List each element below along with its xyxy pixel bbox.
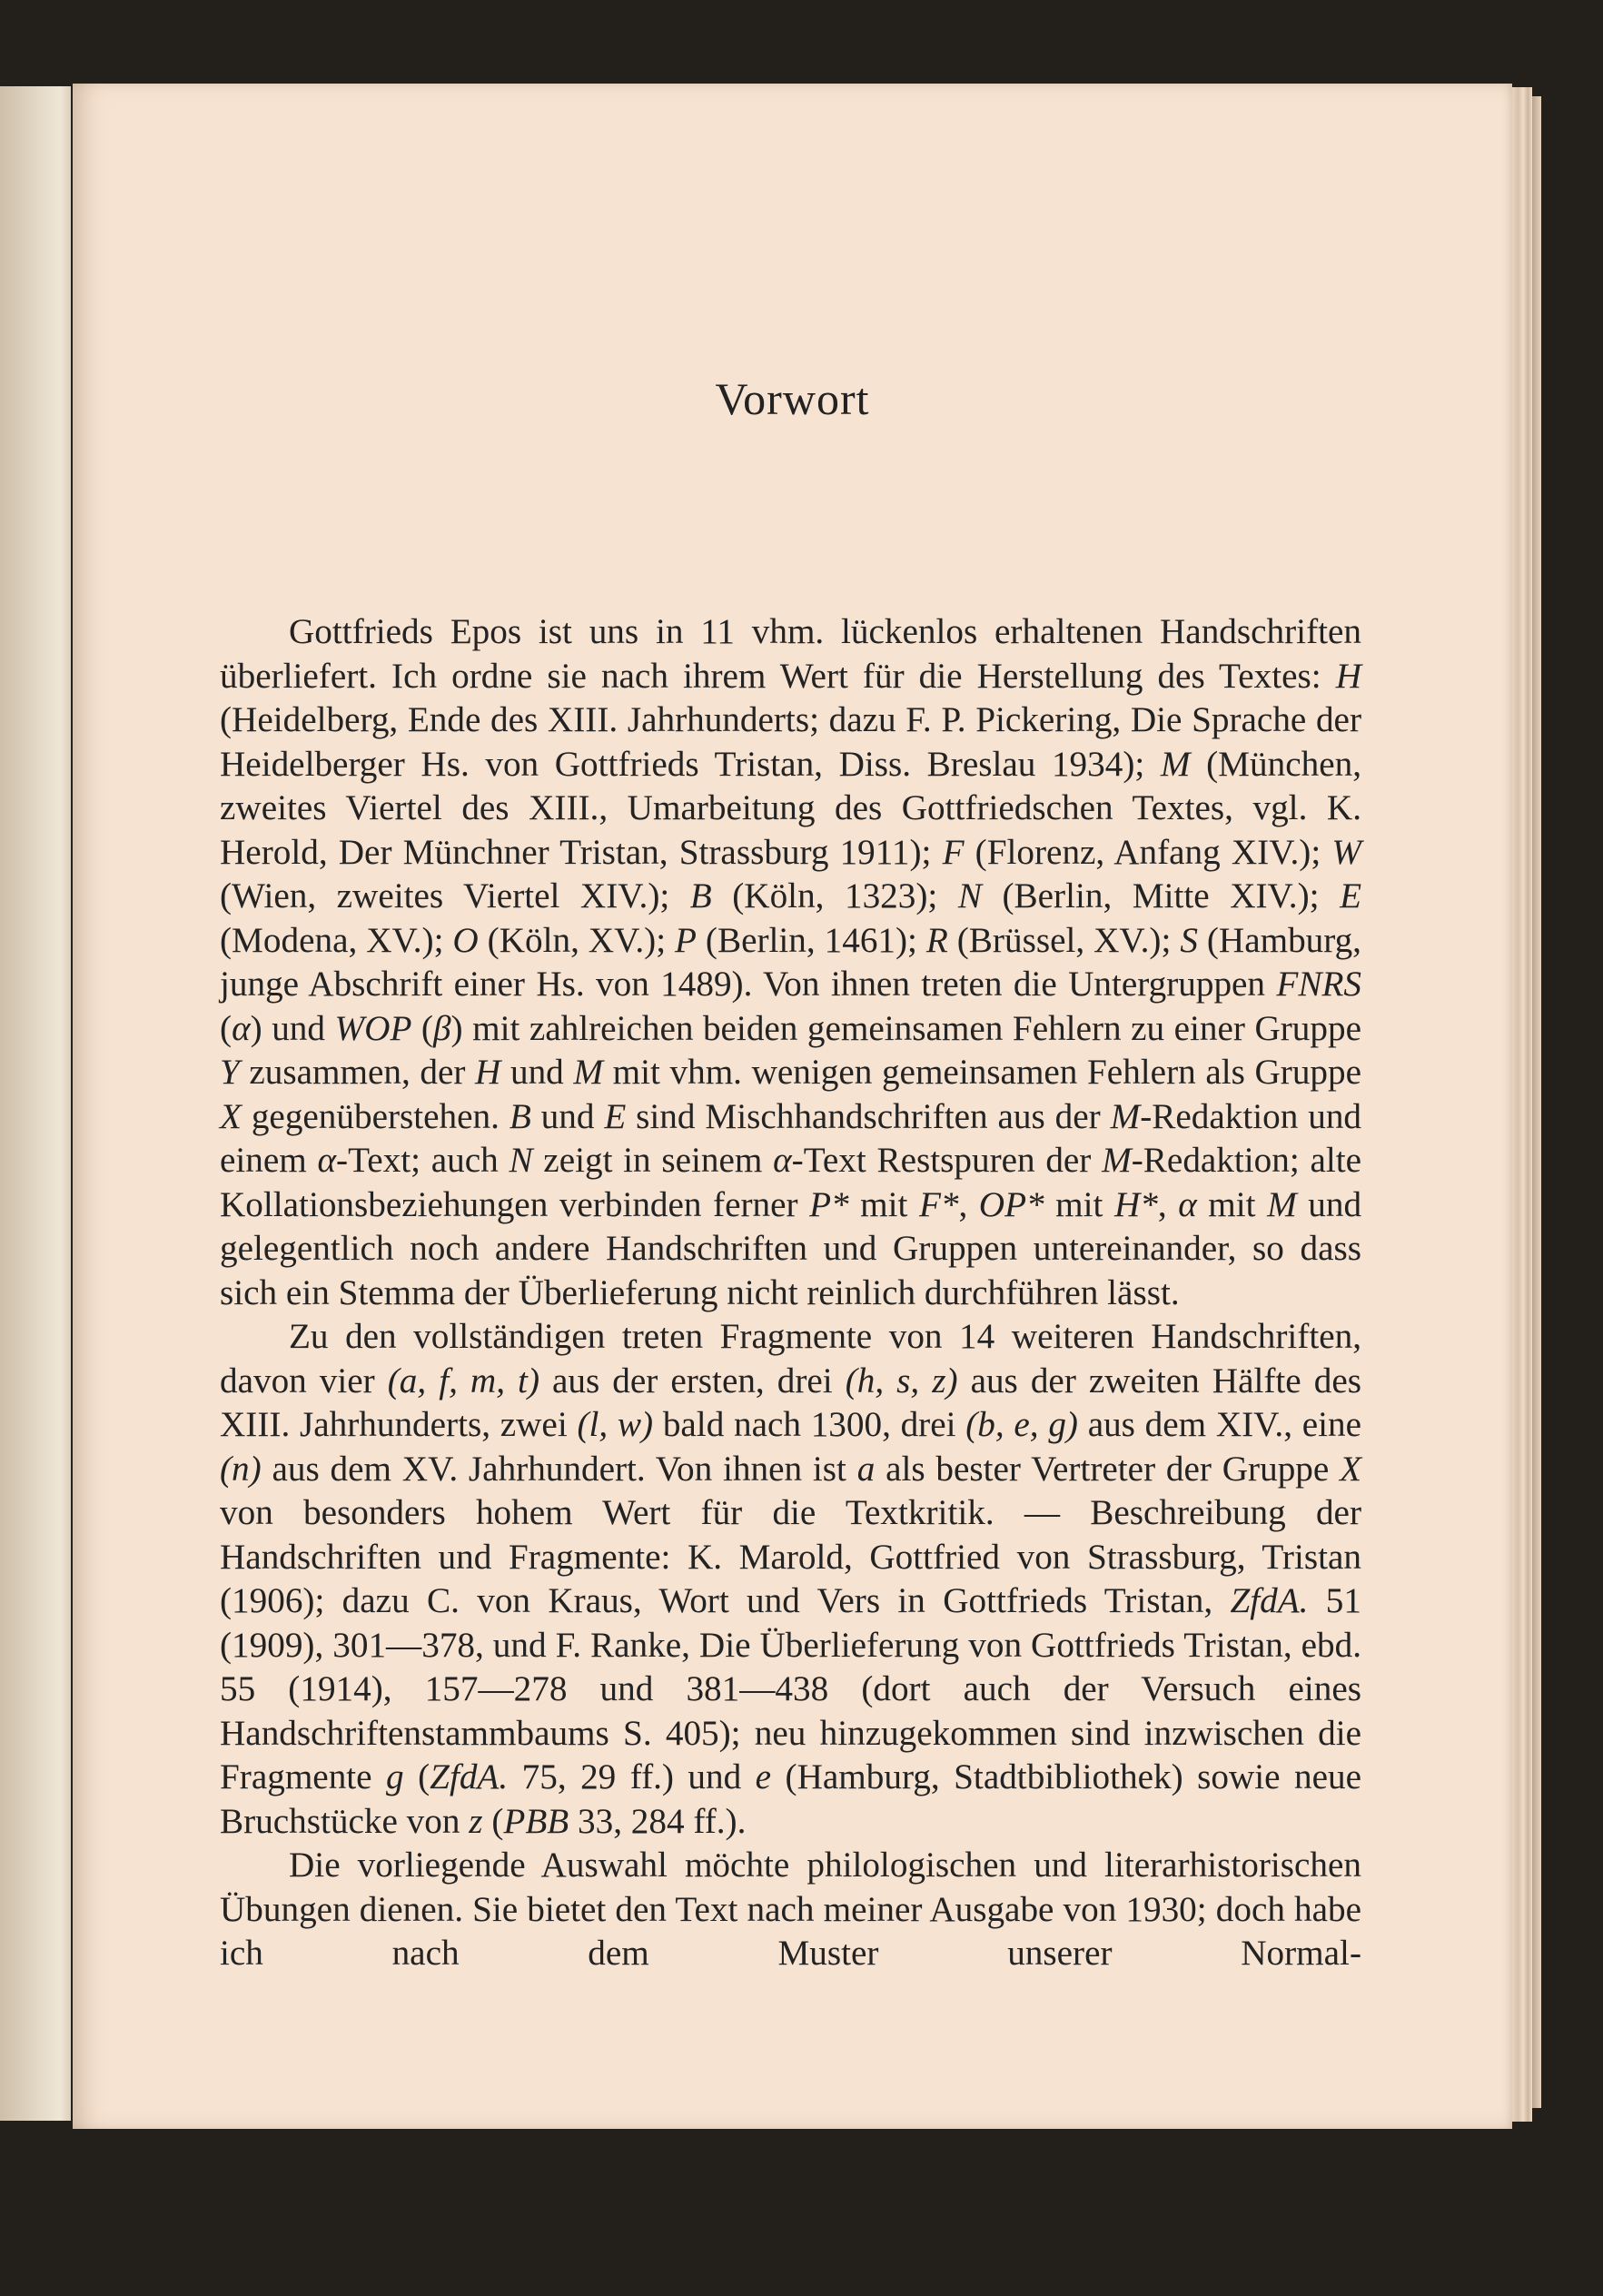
text-run: aus dem XV. Jahrhundert. Von ihnen ist <box>261 1449 857 1489</box>
paragraph-1 <box>220 610 1361 1315</box>
italic-run: P* <box>809 1184 849 1224</box>
italic-run: S <box>1180 920 1198 960</box>
text-run: und <box>530 1096 605 1136</box>
text-run: , <box>958 1184 979 1224</box>
italic-run: R <box>925 920 948 960</box>
italic-run: α <box>1178 1184 1197 1224</box>
text-run: (Hamburg, Stadtbibliothek) sowie neue Bruchstücke von <box>220 1757 1361 1841</box>
text-run: mit vhm. wenigen gemeinsamen Fehlern als Gruppe <box>603 1053 1361 1092</box>
text-run: Die vorliegende Auswahl möchte philologischen und literarhistorischen Übungen dienen. Sie bietet den Text nach meiner Ausgabe von 1930; doch habe ich nach dem Muster unserer Normal- <box>220 1846 1361 1973</box>
italic-run: FNRS <box>1276 965 1361 1004</box>
text-run: aus der ersten, drei <box>539 1361 846 1400</box>
text-run: Zu den vollständigen treten Fragmente von 14 weiteren Handschriften, davon vier <box>220 1317 1361 1400</box>
italic-run: P <box>675 920 697 960</box>
italic-run: (l, w) <box>577 1405 654 1444</box>
text-run: von besonders hohem Wert für die Textkritik. — Beschreibung der Handschriften und Fragmente: K. Marold, Gottfried von Strassburg, Tristan (1906); dazu C. von Kraus, Wort und Vers in Gottfrieds Tristan, <box>220 1493 1361 1620</box>
italic-run: z <box>469 1801 483 1841</box>
text-run: ( <box>482 1801 504 1841</box>
text-run: (Modena, XV.); <box>220 920 453 960</box>
italic-run: W <box>1331 832 1362 872</box>
italic-run: B <box>689 876 712 915</box>
text-run: (Köln, XV.); <box>478 920 676 960</box>
text-run: (Hamburg, junge Abschrift einer Hs. von 1489). Von ihnen treten die Untergruppen <box>220 920 1361 1004</box>
text-run: aus der zweiten Hälfte des XIII. Jahrhunderts, zwei <box>220 1361 1361 1444</box>
text-run: (Wien, zweites Viertel XIV.); <box>220 876 690 915</box>
page-title: Vorwort <box>715 373 870 424</box>
text-run: -Redaktion und einem <box>220 1096 1362 1180</box>
italic-run: a <box>856 1449 876 1489</box>
italic-run: B <box>509 1096 531 1136</box>
page-stack-edge <box>1512 87 1532 2122</box>
italic-run: M <box>573 1053 604 1092</box>
italic-run: (n) <box>220 1449 262 1489</box>
text-run: (Heidelberg, Ende des XIII. Jahrhunderts; dazu F. P. Pickering, Die Sprache der Heidelberger Hs. von Gottfrieds Tristan, Diss. Breslau 1934); <box>220 700 1361 784</box>
text-run: -Redaktion; alte Kollationsbeziehungen verbinden ferner <box>220 1141 1362 1224</box>
italic-run: PBB <box>503 1801 569 1841</box>
italic-run: (b, e, g) <box>965 1405 1078 1444</box>
italic-run: WOP <box>334 1008 412 1048</box>
italic-run: X <box>1340 1449 1361 1489</box>
italic-run: M <box>1267 1184 1297 1224</box>
italic-run: e <box>755 1757 772 1796</box>
text-run: sind Mischhandschriften aus der <box>626 1096 1111 1136</box>
italic-run: N <box>957 876 982 915</box>
text-run: (Florenz, Anfang XIV.); <box>964 832 1332 872</box>
text-run: zusammen, der <box>239 1053 476 1092</box>
italic-run: H* <box>1113 1184 1158 1224</box>
text-run: 75, 29 ff.) und <box>508 1757 756 1796</box>
italic-run: (a, f, m, t) <box>387 1361 539 1400</box>
text-run: (Köln, 1323); <box>711 876 958 915</box>
text-run: -Text Restspuren der <box>791 1141 1103 1180</box>
text-run: 51 (1909), 301—378, und F. Ranke, Die Überlieferung von Gottfrieds Tristan, ebd. 55 (1914), 157—278 und 381—438 (dort auch der Versuch eines Handschriftenstammbaums S. 405); neu hinzugekommen sind inzwischen die Fragmente <box>220 1581 1361 1796</box>
italic-run: α <box>773 1141 792 1180</box>
italic-run: Y <box>220 1053 240 1092</box>
text-run: ( <box>220 1008 233 1048</box>
text-run: und <box>500 1053 574 1092</box>
text-run: -Text; auch <box>336 1141 510 1180</box>
text-run: (München, zweites Viertel des XIII., Umarbeitung des Gottfriedschen Textes, vgl. K. Herold, Der Münchner Tristan, Strassburg 1911); <box>220 744 1361 872</box>
italic-run: ZfdA. <box>430 1757 509 1796</box>
text-run: (Berlin, 1461); <box>696 920 926 960</box>
text-run: Gottfrieds Epos ist uns in 11 vhm. lückenlos erhaltenen Handschriften überliefert. Ich ordne sie nach ihrem Wert für die Herstellung des Textes: <box>220 612 1361 696</box>
italic-run: F <box>942 832 965 872</box>
italic-run: g <box>386 1757 404 1796</box>
text-run: ( <box>403 1757 430 1796</box>
book-page <box>73 84 1512 2129</box>
text-run: aus dem XIV., eine <box>1077 1405 1362 1444</box>
italic-run: F* <box>918 1184 959 1224</box>
page-stack-edge-inner <box>1532 96 1541 2108</box>
text-run: mit <box>1196 1184 1268 1224</box>
italic-run: (h, s, z) <box>845 1361 958 1400</box>
text-run: (Brüssel, XV.); <box>947 920 1181 960</box>
text-run: ( <box>411 1008 433 1048</box>
text-run: als bester Vertreter der Gruppe <box>875 1449 1341 1489</box>
italic-run: E <box>604 1096 627 1136</box>
italic-run: E <box>1340 876 1361 915</box>
text-run: bald nach 1300, drei <box>653 1405 966 1444</box>
italic-run: β <box>432 1008 451 1048</box>
italic-run: M <box>1102 1141 1132 1180</box>
italic-run: H <box>475 1053 501 1092</box>
text-run: ) mit zahlreichen beiden gemeinsamen Fehlern zu einer Gruppe <box>450 1008 1361 1048</box>
paragraph-3 <box>220 1844 1361 1976</box>
text-run: und gelegentlich noch andere Handschriften und Gruppen untereinander, so dass sich ein Stemma der Überlieferung nicht reinlich durchführen lässt. <box>220 1184 1362 1312</box>
italic-run: ZfdA. <box>1230 1581 1309 1620</box>
italic-run: α <box>317 1141 337 1180</box>
italic-run: M <box>1110 1096 1141 1136</box>
text-run: 33, 284 ff.). <box>569 1801 747 1841</box>
facing-page-edge <box>0 86 71 2121</box>
italic-run: N <box>509 1141 533 1180</box>
italic-run: H <box>1335 656 1361 696</box>
italic-run: M <box>1160 744 1191 784</box>
italic-run: OP* <box>978 1184 1044 1224</box>
text-run: ) und <box>250 1008 335 1048</box>
text-run: , <box>1157 1184 1179 1224</box>
text-run: (Berlin, Mitte XIV.); <box>981 876 1341 915</box>
italic-run: X <box>220 1096 242 1136</box>
text-run: gegenüberstehen. <box>241 1096 510 1136</box>
text-run: mit <box>848 1184 919 1224</box>
text-run: zeigt in seinem <box>532 1141 774 1180</box>
text-run: mit <box>1044 1184 1114 1224</box>
italic-run: O <box>452 920 479 960</box>
italic-run: α <box>232 1008 251 1048</box>
paragraph-2 <box>220 1315 1361 1844</box>
body-text <box>220 610 1361 1976</box>
